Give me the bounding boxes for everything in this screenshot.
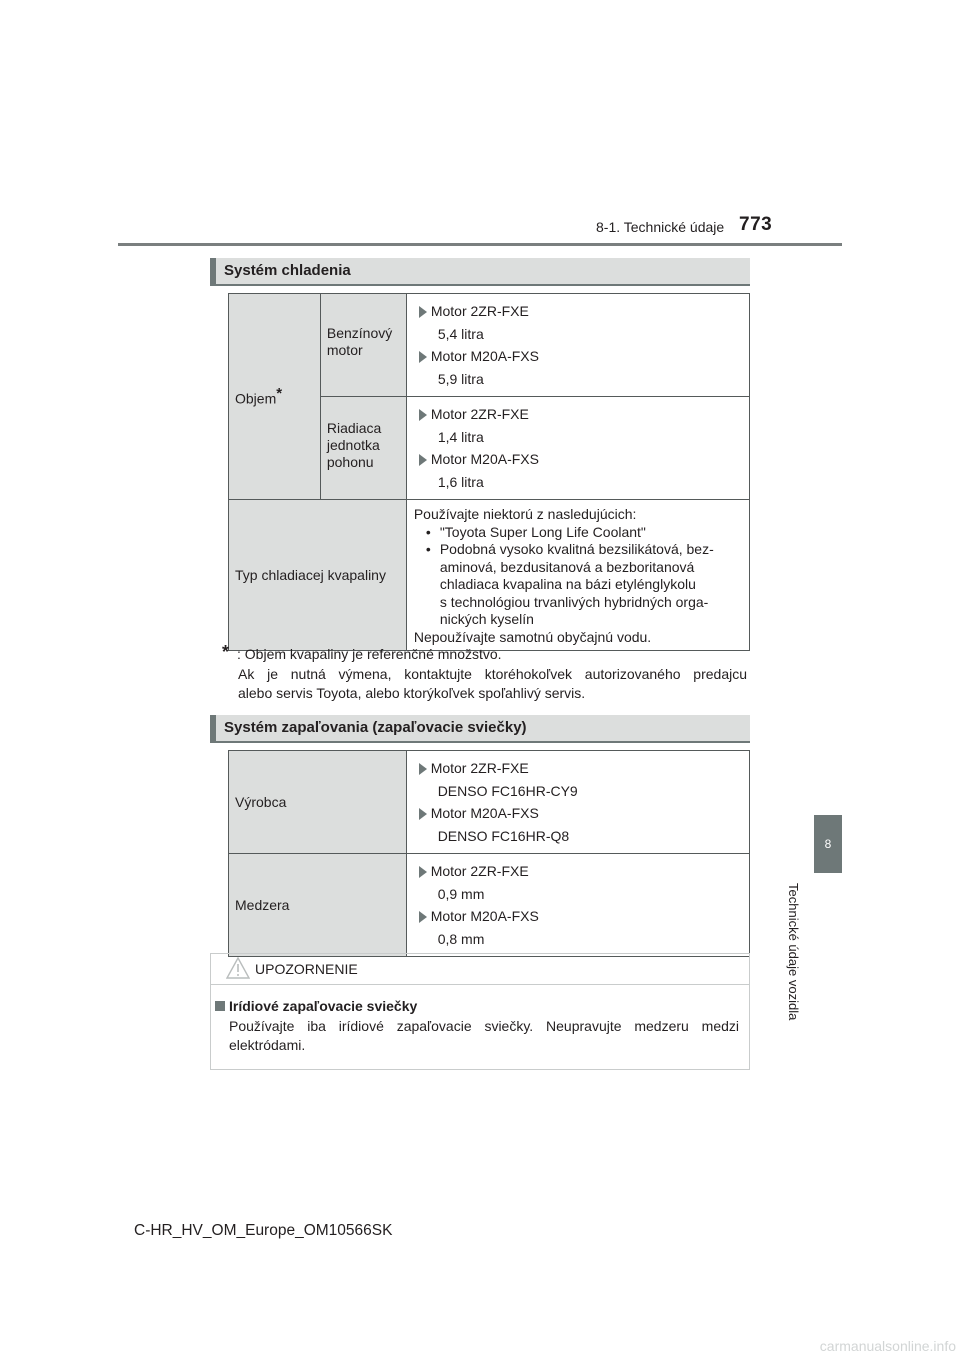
coolant-option-line: chladiaca kvapalina na bázi etylénglykolu <box>439 576 696 592</box>
footnote-marker: * <box>222 642 230 662</box>
cooling-section-title: Systém chladenia <box>210 258 750 284</box>
footnote-line: : Objem kvapaliny je referenčné množstvo. <box>237 646 502 662</box>
engine-value: 5,4 litra <box>437 325 484 342</box>
engine-value: 5,9 litra <box>437 370 484 387</box>
engine-value: DENSO FC16HR-CY9 <box>437 782 578 799</box>
engine-value: 0,9 mm <box>437 885 485 902</box>
chapter-number: 8 <box>824 837 832 851</box>
gap-values <box>406 854 749 957</box>
chapter-side-text: Technické údaje vozidla <box>786 883 801 1021</box>
coolant-outro: Nepoužívajte samotnú obyčajnú vodu. <box>413 628 652 645</box>
header-rule <box>118 243 842 246</box>
table-row <box>229 751 750 854</box>
cooling-table <box>228 293 750 651</box>
coolant-type-label: Typ chladiacej kvapaliny <box>229 500 407 651</box>
engine-value: DENSO FC16HR-Q8 <box>437 827 570 844</box>
engine-item: Motor 2ZR-FXE <box>419 860 743 883</box>
petrol-engine-values <box>406 294 749 397</box>
coolant-option-line: s technológiou trvanlivých hybridných orga- <box>439 593 709 610</box>
volume-label: Objem <box>235 390 277 407</box>
square-bullet-icon <box>215 1001 225 1011</box>
table-row <box>229 294 750 397</box>
table-row <box>229 500 750 651</box>
ignition-section-title: Systém zapaľovania (zapaľovacie sviečky) <box>210 715 750 741</box>
warning-body <box>229 1017 739 1055</box>
engine-item: Motor M20A-FXS <box>419 345 743 368</box>
warning-body-line: elektródami. <box>229 1037 306 1053</box>
document-id: C-HR_HV_OM_Europe_OM10566SK <box>134 1222 393 1239</box>
maker-values <box>406 751 749 854</box>
ignition-table <box>228 750 750 957</box>
coolant-option-line: aminová, bezdusitanová a bezboritanová <box>439 558 695 575</box>
engine-value: 0,8 mm <box>437 930 485 947</box>
warning-box <box>210 953 750 1070</box>
coolant-intro: Používajte niektorú z nasledujúcich: <box>413 506 637 522</box>
drive-unit-label: Riadiaca jednotka pohonu <box>320 397 406 500</box>
maker-label: Výrobca <box>229 751 407 854</box>
engine-item: Motor M20A-FXS <box>419 802 743 825</box>
petrol-engine-label: Benzínový motor <box>320 294 406 397</box>
volume-label-cell <box>229 294 321 500</box>
section-title: 8-1. Technické údaje <box>596 219 725 235</box>
engine-value: 1,6 litra <box>437 473 484 490</box>
list-item: • "Toyota Super Long Life Coolant" <box>426 524 743 542</box>
footnote <box>222 642 747 704</box>
warning-label: UPOZORNENIE <box>255 961 358 977</box>
engine-item: Motor 2ZR-FXE <box>419 757 743 780</box>
engine-item: Motor 2ZR-FXE <box>419 403 743 426</box>
chapter-tab[interactable] <box>814 815 842 873</box>
warning-header <box>211 954 749 985</box>
chapter-side-label <box>774 883 814 1043</box>
warning-body-line: Používajte iba irídiové zapaľovacie sviečky. Neupravujte medzeru medzi <box>229 1018 739 1034</box>
coolant-type-values <box>406 500 749 651</box>
list-item <box>426 541 743 629</box>
footnote-line: alebo servis Toyota, alebo ktorýkoľvek spoľahlivý servis. <box>238 685 586 701</box>
engine-item: Motor M20A-FXS <box>419 448 743 471</box>
page-number: 773 <box>739 214 773 235</box>
watermark: carmanualsonline.info <box>819 1338 956 1354</box>
coolant-option-line: nických kyselín <box>439 611 534 627</box>
engine-item: Motor M20A-FXS <box>419 905 743 928</box>
warning-heading-text: Irídiové zapaľovacie sviečky <box>229 998 418 1014</box>
gap-label: Medzera <box>229 854 407 957</box>
warning-icon <box>226 957 250 979</box>
volume-marker: * <box>276 385 283 403</box>
table-row <box>229 854 750 957</box>
drive-unit-values <box>406 397 749 500</box>
coolant-option-line: • Podobná vysoko kvalitná bezsilikátová, bez- <box>439 541 714 557</box>
engine-value: 1,4 litra <box>437 428 484 445</box>
engine-item: Motor 2ZR-FXE <box>419 300 743 323</box>
footnote-line: Ak je nutná výmena, kontaktujte ktoréhokoľvek autorizovaného predajcu <box>238 665 747 682</box>
warning-heading <box>215 998 417 1014</box>
coolant-options <box>414 524 743 629</box>
